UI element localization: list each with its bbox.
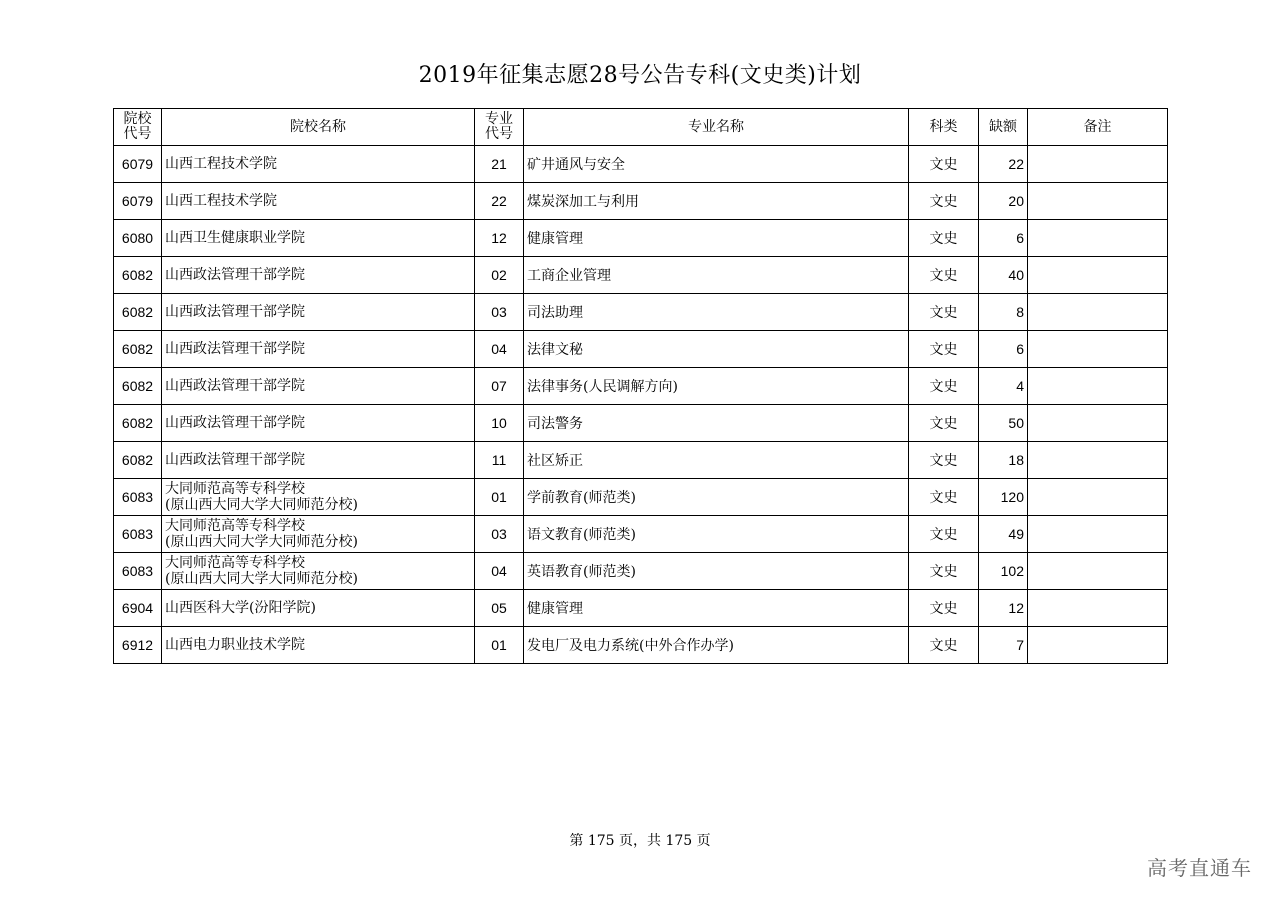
major-name-cell: 学前教育(师范类) xyxy=(524,479,909,516)
major-code-cell: 22 xyxy=(475,183,524,220)
school-name-cell xyxy=(162,590,475,627)
major-code-cell: 05 xyxy=(475,590,524,627)
page-footer: 第 175 页，共 175 页 xyxy=(569,833,711,849)
vacancy-cell: 8 xyxy=(979,294,1028,331)
major-code-cell: 03 xyxy=(475,294,524,331)
vacancy-cell: 22 xyxy=(979,146,1028,183)
table-row xyxy=(114,627,1168,664)
table-row xyxy=(114,257,1168,294)
remarks-cell xyxy=(1028,553,1168,590)
major-code-cell: 01 xyxy=(475,627,524,664)
school-name-cell xyxy=(162,183,475,220)
major-code-cell: 04 xyxy=(475,331,524,368)
table-row xyxy=(114,368,1168,405)
vacancy-cell: 50 xyxy=(979,405,1028,442)
major-name-cell: 健康管理 xyxy=(524,220,909,257)
school-name-cell xyxy=(162,294,475,331)
vacancy-cell: 7 xyxy=(979,627,1028,664)
remarks-cell xyxy=(1028,590,1168,627)
school-name-line: 山西政法管理干部学院 xyxy=(165,341,305,357)
school-name-line: 山西政法管理干部学院 xyxy=(165,304,305,320)
subject-cell: 文史 xyxy=(909,516,979,553)
school-code-cell: 6904 xyxy=(114,590,162,627)
vacancy-cell: 120 xyxy=(979,479,1028,516)
school-name-line: 山西电力职业技术学院 xyxy=(165,637,305,653)
school-name-line: 大同师范高等专科学校 xyxy=(165,481,305,497)
vacancy-cell: 102 xyxy=(979,553,1028,590)
school-name-cell xyxy=(162,220,475,257)
school-code-cell: 6083 xyxy=(114,479,162,516)
major-code-cell: 21 xyxy=(475,146,524,183)
major-name-cell: 司法警务 xyxy=(524,405,909,442)
school-name-line: 山西政法管理干部学院 xyxy=(165,267,305,283)
school-code-cell: 6079 xyxy=(114,146,162,183)
table-row xyxy=(114,479,1168,516)
major-code-cell: 03 xyxy=(475,516,524,553)
header-school-code xyxy=(114,109,162,146)
major-name-cell: 社区矫正 xyxy=(524,442,909,479)
school-name-line: 山西政法管理干部学院 xyxy=(165,452,305,468)
subject-cell: 文史 xyxy=(909,220,979,257)
header-school-name: 院校名称 xyxy=(162,109,475,146)
table-row xyxy=(114,220,1168,257)
major-code-cell: 01 xyxy=(475,479,524,516)
school-code-cell: 6080 xyxy=(114,220,162,257)
school-code-cell: 6912 xyxy=(114,627,162,664)
subject-cell: 文史 xyxy=(909,146,979,183)
school-name-former-line: (原山西大同大学大同师范分校) xyxy=(165,497,358,513)
school-name-cell xyxy=(162,405,475,442)
school-name-line: 山西工程技术学院 xyxy=(165,193,277,209)
header-remarks: 备注 xyxy=(1028,109,1168,146)
header-major-name: 专业名称 xyxy=(524,109,909,146)
school-code-cell: 6082 xyxy=(114,294,162,331)
remarks-cell xyxy=(1028,479,1168,516)
school-code-cell: 6083 xyxy=(114,516,162,553)
subject-cell: 文史 xyxy=(909,627,979,664)
school-name-cell xyxy=(162,368,475,405)
school-name-line: 山西工程技术学院 xyxy=(165,156,277,172)
school-name-line: 山西医科大学(汾阳学院) xyxy=(165,600,316,616)
school-name-line: 山西政法管理干部学院 xyxy=(165,415,305,431)
major-name-cell: 矿井通风与安全 xyxy=(524,146,909,183)
major-name-cell: 司法助理 xyxy=(524,294,909,331)
major-code-cell: 07 xyxy=(475,368,524,405)
header-school-code-text: 院校代号 xyxy=(123,111,152,142)
major-code-cell: 10 xyxy=(475,405,524,442)
school-code-cell: 6082 xyxy=(114,405,162,442)
major-name-cell: 语文教育(师范类) xyxy=(524,516,909,553)
major-name-cell: 法律文秘 xyxy=(524,331,909,368)
plan-table xyxy=(113,108,1168,664)
school-code-cell: 6082 xyxy=(114,257,162,294)
table-row xyxy=(114,183,1168,220)
school-name-line: 大同师范高等专科学校 xyxy=(165,555,305,571)
major-name-cell: 煤炭深加工与利用 xyxy=(524,183,909,220)
page-title: 2019年征集志愿28号公告专科(文史类)计划 xyxy=(418,63,862,88)
school-name-cell xyxy=(162,627,475,664)
vacancy-cell: 6 xyxy=(979,220,1028,257)
remarks-cell xyxy=(1028,368,1168,405)
school-name-cell xyxy=(162,442,475,479)
remarks-cell xyxy=(1028,257,1168,294)
major-name-cell: 工商企业管理 xyxy=(524,257,909,294)
table-header-row xyxy=(114,109,1168,146)
subject-cell: 文史 xyxy=(909,405,979,442)
table-row xyxy=(114,442,1168,479)
vacancy-cell: 40 xyxy=(979,257,1028,294)
watermark: 高考直通车 xyxy=(1147,856,1252,880)
header-vacancy: 缺额 xyxy=(979,109,1028,146)
school-name-cell xyxy=(162,257,475,294)
remarks-cell xyxy=(1028,183,1168,220)
remarks-cell xyxy=(1028,220,1168,257)
major-name-cell: 英语教育(师范类) xyxy=(524,553,909,590)
major-name-cell: 法律事务(人民调解方向) xyxy=(524,368,909,405)
remarks-cell xyxy=(1028,146,1168,183)
header-major-code-text: 专业代号 xyxy=(484,111,513,142)
school-name-former-line: (原山西大同大学大同师范分校) xyxy=(165,534,358,550)
major-name-cell: 发电厂及电力系统(中外合作办学) xyxy=(524,627,909,664)
school-name-cell xyxy=(162,331,475,368)
subject-cell: 文史 xyxy=(909,183,979,220)
major-name-cell: 健康管理 xyxy=(524,590,909,627)
subject-cell: 文史 xyxy=(909,257,979,294)
school-code-cell: 6082 xyxy=(114,368,162,405)
vacancy-cell: 49 xyxy=(979,516,1028,553)
vacancy-cell: 12 xyxy=(979,590,1028,627)
vacancy-cell: 6 xyxy=(979,331,1028,368)
school-name-cell xyxy=(162,553,475,590)
subject-cell: 文史 xyxy=(909,368,979,405)
school-code-cell: 6079 xyxy=(114,183,162,220)
school-name-line: 山西卫生健康职业学院 xyxy=(165,230,305,246)
remarks-cell xyxy=(1028,294,1168,331)
table-row xyxy=(114,405,1168,442)
school-name-cell xyxy=(162,516,475,553)
vacancy-cell: 20 xyxy=(979,183,1028,220)
subject-cell: 文史 xyxy=(909,590,979,627)
school-name-cell xyxy=(162,479,475,516)
remarks-cell xyxy=(1028,516,1168,553)
header-major-code xyxy=(475,109,524,146)
subject-cell: 文史 xyxy=(909,294,979,331)
vacancy-cell: 4 xyxy=(979,368,1028,405)
table-row xyxy=(114,590,1168,627)
header-subject: 科类 xyxy=(909,109,979,146)
remarks-cell xyxy=(1028,405,1168,442)
remarks-cell xyxy=(1028,442,1168,479)
school-code-cell: 6082 xyxy=(114,442,162,479)
table-row xyxy=(114,553,1168,590)
major-code-cell: 04 xyxy=(475,553,524,590)
school-name-former-line: (原山西大同大学大同师范分校) xyxy=(165,571,358,587)
subject-cell: 文史 xyxy=(909,442,979,479)
subject-cell: 文史 xyxy=(909,553,979,590)
subject-cell: 文史 xyxy=(909,331,979,368)
school-code-cell: 6083 xyxy=(114,553,162,590)
major-code-cell: 11 xyxy=(475,442,524,479)
school-code-cell: 6082 xyxy=(114,331,162,368)
table-row xyxy=(114,331,1168,368)
school-name-line: 大同师范高等专科学校 xyxy=(165,518,305,534)
vacancy-cell: 18 xyxy=(979,442,1028,479)
school-name-line: 山西政法管理干部学院 xyxy=(165,378,305,394)
remarks-cell xyxy=(1028,331,1168,368)
major-code-cell: 12 xyxy=(475,220,524,257)
major-code-cell: 02 xyxy=(475,257,524,294)
table-row xyxy=(114,146,1168,183)
remarks-cell xyxy=(1028,627,1168,664)
table-row xyxy=(114,294,1168,331)
table-row xyxy=(114,516,1168,553)
school-name-cell xyxy=(162,146,475,183)
subject-cell: 文史 xyxy=(909,479,979,516)
